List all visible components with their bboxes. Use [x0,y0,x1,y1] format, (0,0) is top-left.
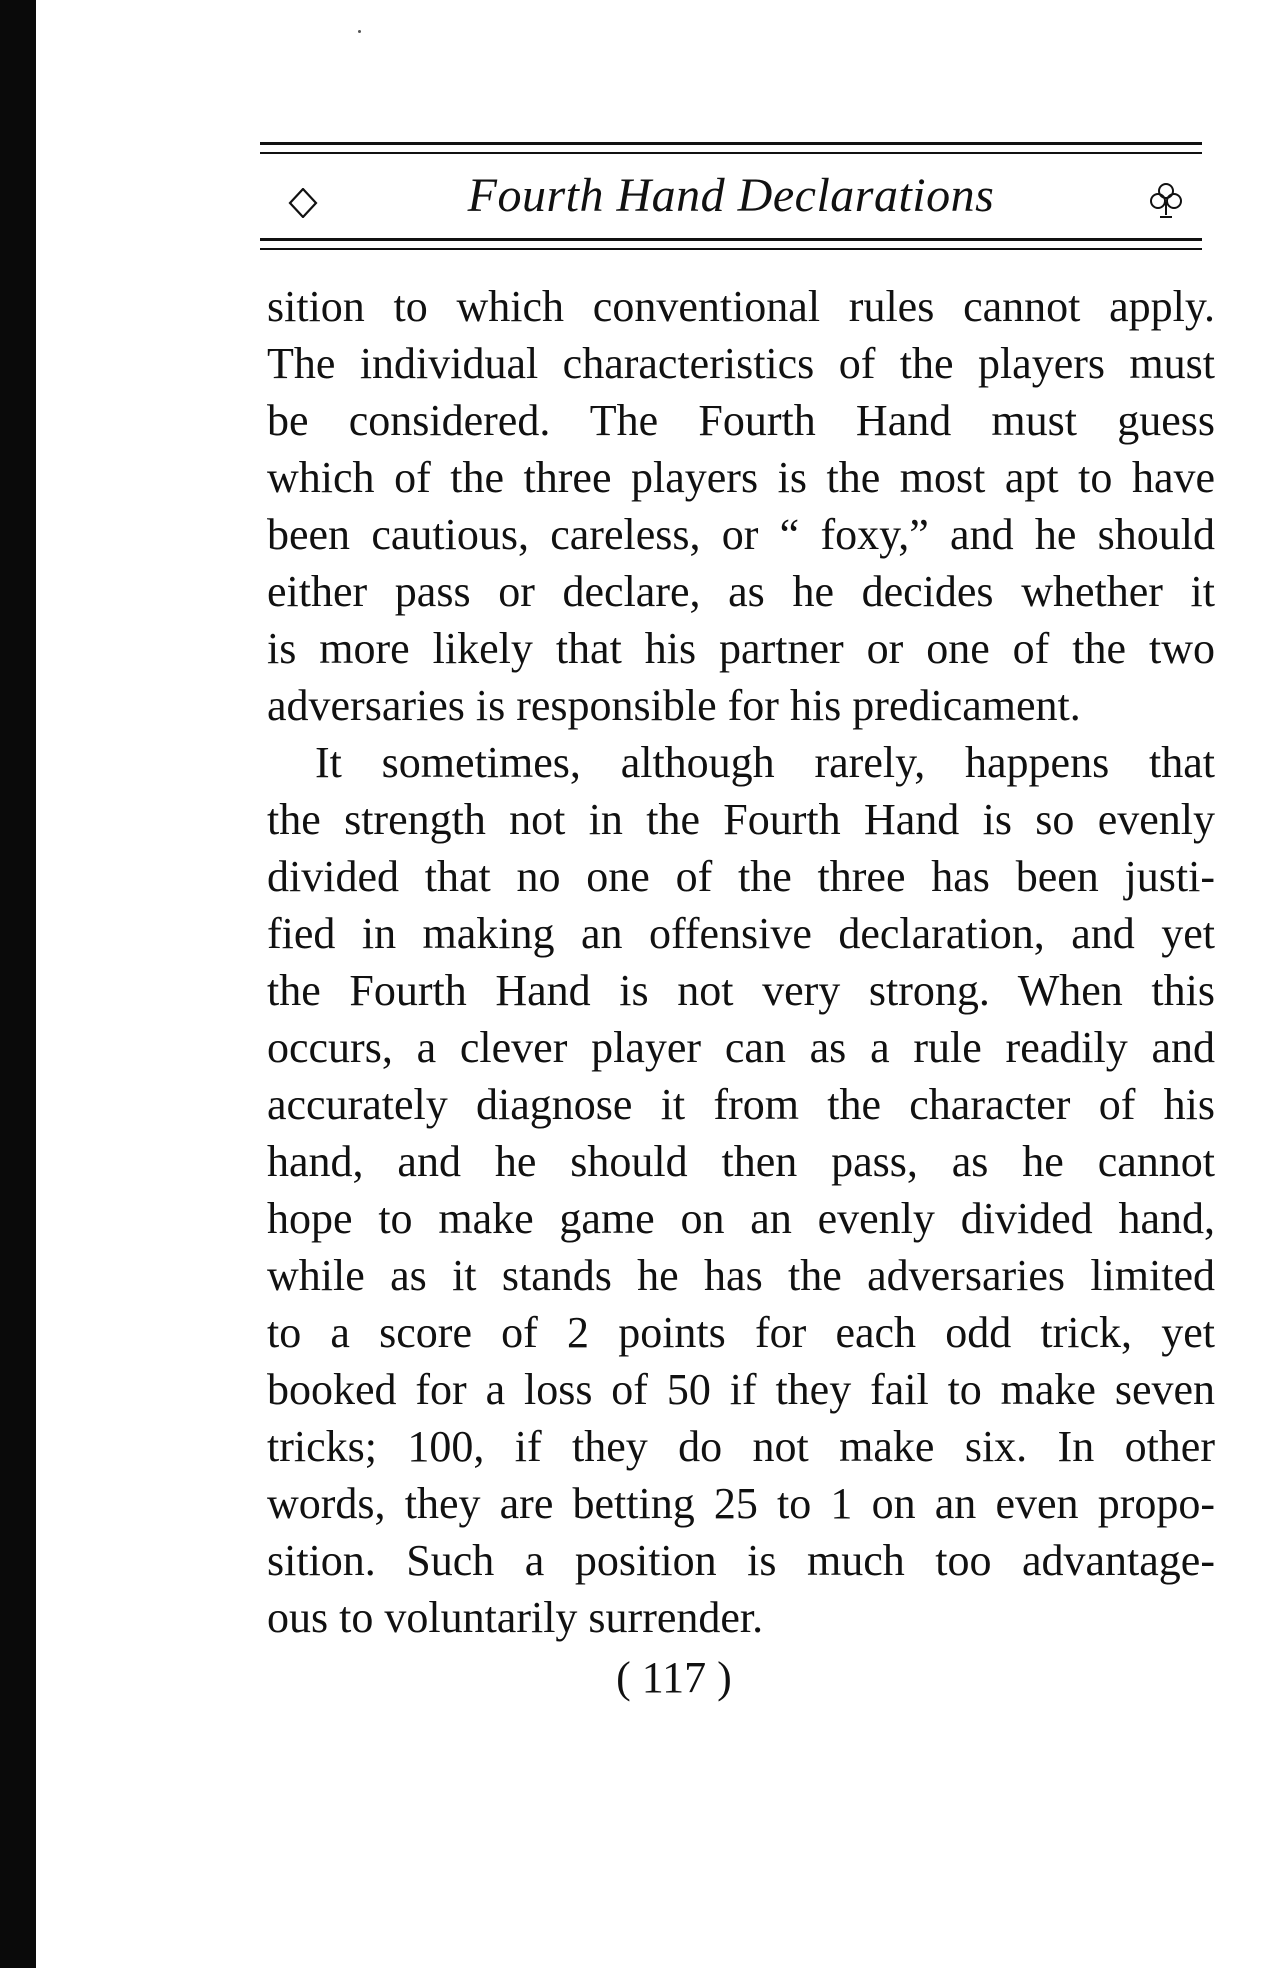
page-number: ( 117 ) [616,1653,732,1702]
text-line: It sometimes, although rarely, happens that [315,738,1215,787]
text-line: occurs, a clever player can as a rule readily and [267,1023,1215,1072]
text-line: either pass or declare, as he decides whether it [267,567,1215,616]
body-text [267,278,1215,1646]
text-line: fied in making an offensive declaration, and yet [267,909,1215,958]
header-rule-bottom-thin [260,248,1202,250]
text-line: divided that no one of the three has been justi- [267,852,1215,901]
text-line: tricks; 100, if they do not make six. In other [267,1422,1215,1471]
header-rule-bottom [260,238,1202,241]
text-line: which of the three players is the most apt to have [267,453,1215,502]
text-line: the Fourth Hand is not very strong. When this [267,966,1215,1015]
page-title: Fourth Hand Declarations [467,169,995,222]
running-header [260,130,1202,270]
text-line: been cautious, careless, or “ foxy,” and he should [267,510,1215,559]
text-line: accurately diagnose it from the character of his [267,1080,1215,1129]
text-line: words, they are betting 25 to 1 on an even propo- [267,1479,1215,1528]
text-line: be considered. The Fourth Hand must guess [267,396,1215,445]
scan-speck [358,30,361,33]
text-line: the strength not in the Fourth Hand is so evenly [267,795,1215,844]
text-line: booked for a loss of 50 if they fail to make seven [267,1365,1215,1414]
text-line: while as it stands he has the adversaries limited [267,1251,1215,1300]
text-line: ous to voluntarily surrender. [267,1593,764,1642]
text-line: sition to which conventional rules cannot apply. [267,282,1215,331]
text-line: adversaries is responsible for his predicament. [267,681,1081,730]
text-line: is more likely that his partner or one of the two [267,624,1215,673]
header-rule-top [260,142,1202,145]
club-icon [1150,182,1182,222]
header-rule-top-thin [260,152,1202,154]
text-line: The individual characteristics of the players must [267,339,1215,388]
text-line: hand, and he should then pass, as he cannot [267,1137,1215,1186]
text-line: sition. Such a position is much too advantage- [267,1536,1215,1585]
text-line: hope to make game on an evenly divided hand, [267,1194,1215,1243]
text-line: to a score of 2 points for each odd trick, yet [267,1308,1215,1357]
